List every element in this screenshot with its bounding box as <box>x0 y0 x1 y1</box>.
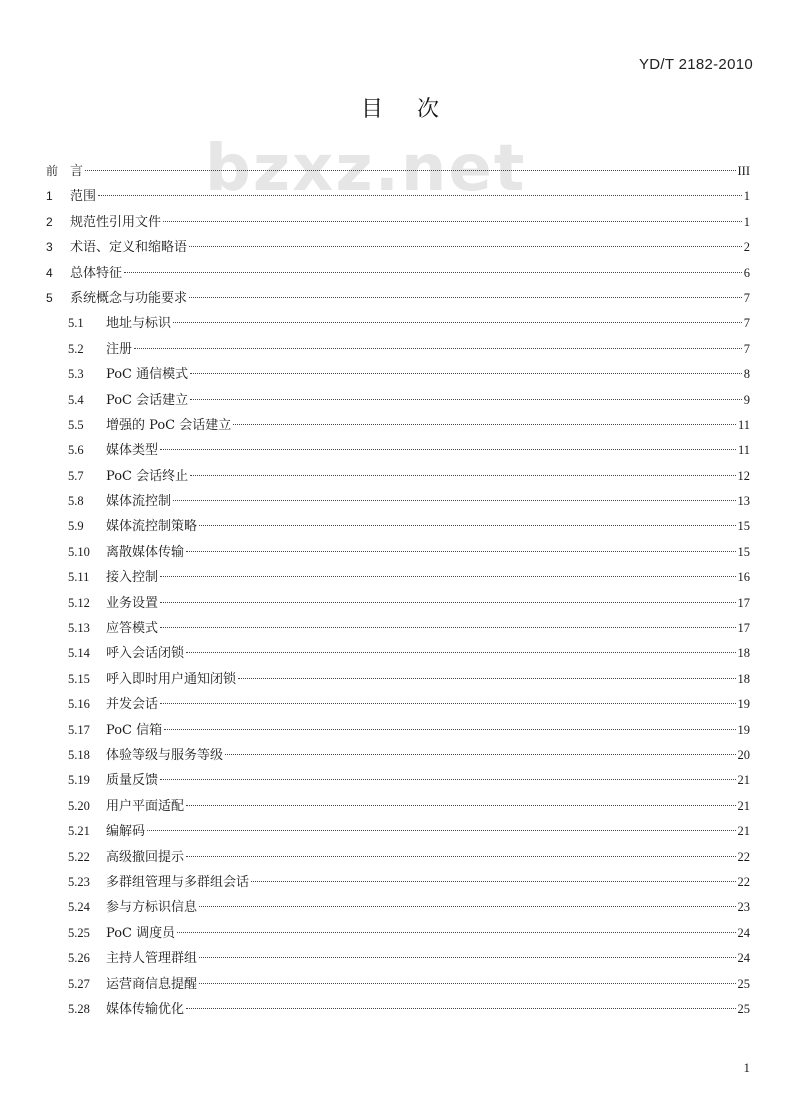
toc-entry-title: 用户平面适配 <box>106 798 185 814</box>
dot-leader <box>160 703 735 704</box>
toc-entry[interactable] <box>46 998 750 1023</box>
toc-entry-number: 5.12 <box>68 595 90 610</box>
toc-entry-title: 呼入会话闭锁 <box>106 646 185 662</box>
toc-entry-page: 23 <box>737 900 750 915</box>
toc-entry-page: 17 <box>737 595 750 610</box>
toc-entry-title: 编解码 <box>106 824 146 840</box>
toc-entry-page: 19 <box>737 697 750 712</box>
toc-entry[interactable] <box>46 541 750 566</box>
toc-entry[interactable] <box>46 185 750 210</box>
dot-leader <box>199 525 735 526</box>
toc-entry-number: 5.22 <box>68 849 90 864</box>
toc-entry-title: 主持人管理群组 <box>106 951 198 967</box>
toc-entry-title: 规范性引用文件 <box>70 214 162 230</box>
dot-leader <box>134 348 742 349</box>
toc-entry-title: 应答模式 <box>106 621 159 637</box>
toc-entry[interactable] <box>46 642 750 667</box>
toc-entry-title: 媒体类型 <box>106 443 159 459</box>
toc-entry-title: 增强的 PoC 会话建立 <box>106 417 232 433</box>
toc-entry[interactable] <box>46 871 750 896</box>
toc-entry-page: 18 <box>737 646 750 661</box>
toc-entry-page: 22 <box>737 849 750 864</box>
toc-entry-page: 1 <box>743 189 750 204</box>
toc-entry[interactable] <box>46 668 750 693</box>
toc-entry[interactable] <box>46 439 750 464</box>
toc-entry-title: 术语、定义和缩略语 <box>70 240 188 256</box>
toc-entry-number: 5.8 <box>68 494 84 509</box>
toc-entry-number: 2 <box>46 214 53 229</box>
toc-entry-title: PoC 信箱 <box>106 722 163 738</box>
toc-entry-number: 5.4 <box>68 392 84 407</box>
toc-entry-number: 1 <box>46 189 53 204</box>
toc-entry[interactable] <box>46 414 750 439</box>
toc-entry-page: 17 <box>737 621 750 636</box>
toc-entry-page: 21 <box>737 798 750 813</box>
toc-entry-number: 5.7 <box>68 468 84 483</box>
toc-entry-number: 5.19 <box>68 773 90 788</box>
toc-entry[interactable] <box>46 896 750 921</box>
toc-entry-title: 言 <box>70 164 84 179</box>
toc-entry[interactable] <box>46 947 750 972</box>
toc-entry[interactable] <box>46 312 750 337</box>
toc-entry-number: 5.28 <box>68 1001 90 1016</box>
toc-entry[interactable] <box>46 795 750 820</box>
toc-entry-title: 媒体流控制策略 <box>106 519 198 535</box>
toc-entry-page: 11 <box>737 443 750 458</box>
toc-entry-page: 24 <box>737 951 750 966</box>
toc-entry[interactable] <box>46 490 750 515</box>
toc-entry-title: 质量反馈 <box>106 773 159 789</box>
dot-leader <box>186 856 735 857</box>
toc-entry-page: 8 <box>743 367 750 382</box>
dot-leader <box>190 399 742 400</box>
toc-entry-title: 注册 <box>106 341 133 357</box>
toc-entry[interactable] <box>46 820 750 845</box>
dot-leader <box>190 373 742 374</box>
toc-entry-page: 2 <box>743 240 750 255</box>
toc-entry-number: 5.6 <box>68 443 84 458</box>
toc-entry[interactable] <box>46 846 750 871</box>
dot-leader <box>160 627 735 628</box>
toc-entry-title: 呼入即时用户通知闭锁 <box>106 671 237 687</box>
dot-leader <box>173 500 735 501</box>
toc-entry-title: 多群组管理与多群组会话 <box>106 874 250 890</box>
toc-entry-title: 接入控制 <box>106 570 159 586</box>
toc-entry-title: 范围 <box>70 189 97 205</box>
toc-entry-page: III <box>737 164 750 178</box>
toc-entry-title: 媒体传输优化 <box>106 1001 185 1017</box>
toc-entry-title: 业务设置 <box>106 595 159 611</box>
dot-leader <box>225 754 735 755</box>
toc-entry-page: 7 <box>743 316 750 331</box>
toc-entry-page: 21 <box>737 824 750 839</box>
toc-entry[interactable] <box>46 389 750 414</box>
toc-entry[interactable] <box>46 465 750 490</box>
toc-entry-title: PoC 会话建立 <box>106 392 189 408</box>
toc-entry-page: 1 <box>743 214 750 229</box>
toc-entry-title: PoC 会话终止 <box>106 468 189 484</box>
toc-entry-number: 5.9 <box>68 519 84 534</box>
toc-entry-number: 5.1 <box>68 316 84 331</box>
toc-entry-title: PoC 通信模式 <box>106 367 189 383</box>
document-code: YD/T 2182-2010 <box>639 56 753 73</box>
page-number: 1 <box>743 1060 750 1075</box>
toc-entry-number: 5.24 <box>68 900 90 915</box>
toc-entry-number: 5.5 <box>68 417 84 432</box>
toc-entry-title: 离散媒体传输 <box>106 544 185 560</box>
dot-leader <box>189 297 742 298</box>
toc-entry-page: 13 <box>737 494 750 509</box>
toc-entry-page: 21 <box>737 773 750 788</box>
toc-entry[interactable] <box>46 592 750 617</box>
toc-entry[interactable] <box>46 719 750 744</box>
toc-entry[interactable] <box>46 515 750 540</box>
dot-leader <box>186 805 735 806</box>
toc-entry-title: 系统概念与功能要求 <box>70 290 188 306</box>
toc-entry-number: 5.11 <box>68 570 90 585</box>
toc-entry[interactable] <box>46 566 750 591</box>
toc-entry-number: 4 <box>46 265 53 280</box>
toc-entry-number: 5.23 <box>68 874 90 889</box>
toc-entry-number: 5.20 <box>68 798 90 813</box>
toc-entry[interactable] <box>46 236 750 261</box>
toc-entry-number: 5.10 <box>68 544 90 559</box>
dot-leader <box>189 246 742 247</box>
dot-leader <box>160 779 735 780</box>
toc-entry[interactable] <box>46 769 750 794</box>
dot-leader <box>199 957 735 958</box>
toc-entry-title: 参与方标识信息 <box>106 900 198 916</box>
toc-entry[interactable] <box>46 287 750 312</box>
toc-entry-number: 5.13 <box>68 621 90 636</box>
toc-entry-page: 7 <box>743 290 750 305</box>
dot-leader <box>186 551 735 552</box>
toc-entry-number: 5.3 <box>68 367 84 382</box>
toc-entry-page: 18 <box>737 671 750 686</box>
toc-entry[interactable] <box>46 744 750 769</box>
dot-leader <box>173 322 742 323</box>
toc-entry-page: 12 <box>737 468 750 483</box>
toc-entry-number: 前 <box>46 164 59 178</box>
toc-entry-number: 5.15 <box>68 671 90 686</box>
toc-entry-page: 20 <box>737 747 750 762</box>
toc-entry[interactable] <box>46 160 750 185</box>
page-title: 目次 <box>360 97 473 122</box>
toc-entry-page: 16 <box>737 570 750 585</box>
toc-entry-number: 5.27 <box>68 976 90 991</box>
dot-leader <box>199 906 735 907</box>
toc-entry[interactable] <box>46 211 750 236</box>
dot-leader <box>190 475 735 476</box>
toc-entry-number: 5.26 <box>68 951 90 966</box>
toc-entry-title: PoC 调度员 <box>106 925 176 941</box>
toc-entry[interactable] <box>46 693 750 718</box>
toc-entry-number: 5.25 <box>68 925 90 940</box>
toc-entry-page: 15 <box>737 544 750 559</box>
toc-entry-number: 3 <box>46 240 53 255</box>
watermark: bzxz.net <box>205 132 527 206</box>
toc-entry-page: 25 <box>737 976 750 991</box>
toc-entry-title: 地址与标识 <box>106 316 172 332</box>
toc-entry[interactable] <box>46 338 750 363</box>
dot-leader <box>85 170 735 171</box>
toc-entry-number: 5.14 <box>68 646 90 661</box>
dot-leader <box>160 449 736 450</box>
toc-entry[interactable] <box>46 363 750 388</box>
toc-entry-page: 11 <box>737 417 750 432</box>
toc-entry-page: 15 <box>737 519 750 534</box>
dot-leader <box>233 424 736 425</box>
toc-entry[interactable] <box>46 973 750 998</box>
toc-entry-page: 19 <box>737 722 750 737</box>
toc-entry-number: 5.18 <box>68 747 90 762</box>
dot-leader <box>124 272 742 273</box>
dot-leader <box>163 221 742 222</box>
toc-entry-page: 25 <box>737 1001 750 1016</box>
toc-entry-number: 5.21 <box>68 824 90 839</box>
toc-entry-number: 5.17 <box>68 722 90 737</box>
dot-leader <box>177 932 735 933</box>
toc-entry[interactable] <box>46 262 750 287</box>
toc-entry-title: 体验等级与服务等级 <box>106 747 224 763</box>
toc-entry-page: 22 <box>737 874 750 889</box>
table-of-contents <box>46 160 750 1023</box>
dot-leader <box>147 830 735 831</box>
toc-entry-title: 总体特征 <box>70 265 123 281</box>
dot-leader <box>164 729 735 730</box>
dot-leader <box>238 678 735 679</box>
toc-entry-title: 高级撤回提示 <box>106 849 185 865</box>
toc-entry-number: 5 <box>46 290 53 305</box>
dot-leader <box>186 652 735 653</box>
dot-leader <box>251 881 735 882</box>
toc-entry[interactable] <box>46 922 750 947</box>
toc-entry-page: 24 <box>737 925 750 940</box>
toc-entry-title: 运营商信息提醒 <box>106 976 198 992</box>
toc-entry-number: 5.16 <box>68 697 90 712</box>
toc-entry-number: 5.2 <box>68 341 84 356</box>
dot-leader <box>199 983 735 984</box>
toc-entry-page: 6 <box>743 265 750 280</box>
toc-entry-title: 媒体流控制 <box>106 494 172 510</box>
dot-leader <box>98 195 742 196</box>
toc-entry-title: 并发会话 <box>106 697 159 713</box>
toc-entry[interactable] <box>46 617 750 642</box>
dot-leader <box>160 602 735 603</box>
dot-leader <box>186 1008 735 1009</box>
dot-leader <box>160 576 735 577</box>
toc-entry-page: 9 <box>743 392 750 407</box>
toc-entry-page: 7 <box>743 341 750 356</box>
